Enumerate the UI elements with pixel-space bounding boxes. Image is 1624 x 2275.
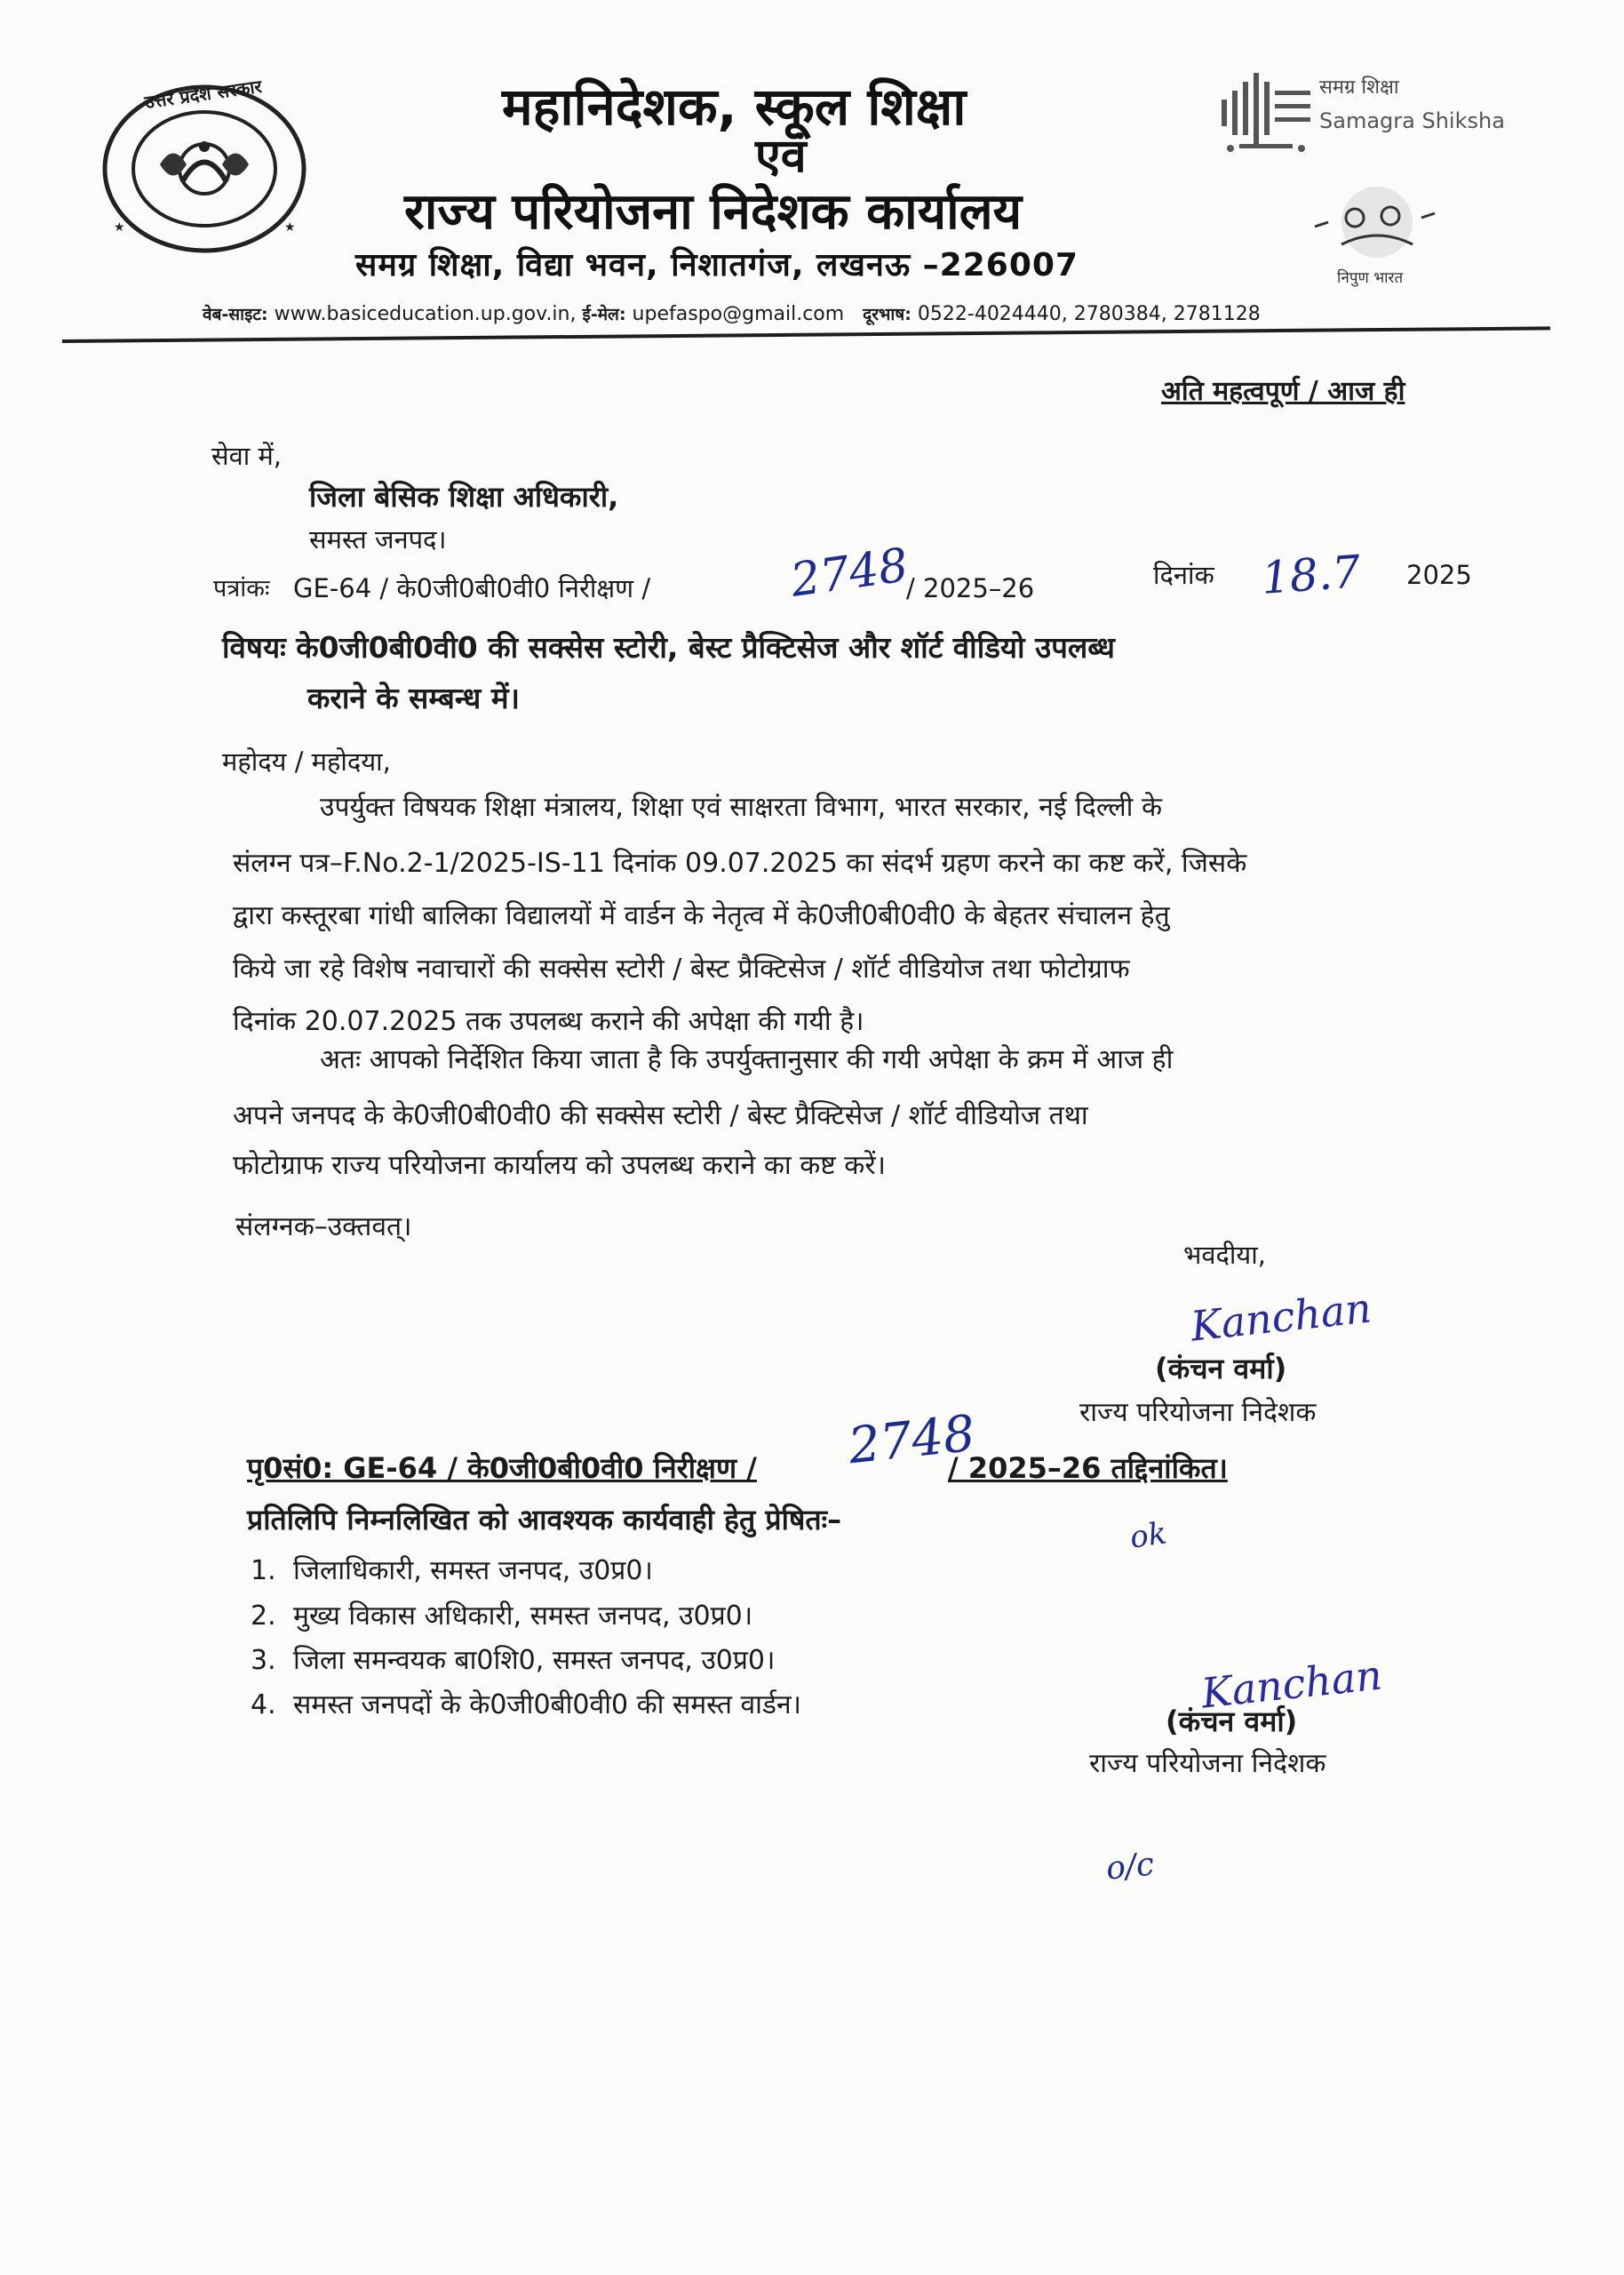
salutation: महोदय / महोदया, bbox=[222, 746, 391, 777]
date-year: 2025 bbox=[1406, 560, 1472, 590]
signatory-designation: राज्य परियोजना निदेशक bbox=[1079, 1397, 1317, 1428]
website-link[interactable]: www.basiceducation.up.gov.in, bbox=[274, 303, 577, 325]
body-line: अतः आपको निर्देशित किया जाता है कि उपर्युक्तानुसार की गयी अपेक्षा के क्रम में आज ही bbox=[320, 1044, 1174, 1075]
list-item: 4. समस्त जनपदों के के0जी0बी0वी0 की समस्त वार्डन। bbox=[251, 1689, 801, 1720]
body-line: अपने जनपद के के0जी0बी0वी0 की सक्सेस स्टोरी / बेस्ट प्रैक्टिसेज / शॉर्ट वीडियोज तथा bbox=[233, 1100, 1088, 1131]
email-label: ई-मेल: bbox=[582, 305, 626, 324]
subject-line2: कराने के सम्बन्ध में। bbox=[307, 681, 521, 715]
phone-label: दूरभाष: bbox=[863, 305, 912, 324]
header-divider bbox=[62, 326, 1550, 343]
copy-ref-left: पृ0सं0: GE-64 / के0जी0बी0वी0 निरीक्षण / bbox=[247, 1451, 757, 1485]
body-line: किये जा रहे विशेष नवाचारों की सक्सेस स्टोरी / बेस्ट प्रैक्टिसेज / शॉर्ट वीडियोज तथा फोटोग्राफ bbox=[233, 954, 1130, 985]
copy-ref-number-handwritten: 2748 bbox=[845, 1404, 978, 1476]
nipun-bharat-logo bbox=[1306, 182, 1444, 271]
svg-text:★: ★ bbox=[114, 220, 125, 235]
enclosure-note: संलग्नक–उक्तवत्। bbox=[235, 1211, 412, 1242]
emblem-text: उत्तर प्रदेश सरकार bbox=[143, 75, 263, 114]
priority-note: अति महत्वपूर्ण / आज ही bbox=[1161, 376, 1405, 407]
ref-prefix: GE-64 / के0जी0बी0वी0 निरीक्षण / bbox=[293, 573, 651, 603]
contact-line bbox=[203, 302, 1261, 325]
list-item: 1. जिलाधिकारी, समस्त जनपद, उ0प्र0। bbox=[251, 1555, 653, 1586]
up-government-emblem bbox=[98, 80, 311, 258]
addressee-line1: जिला बेसिक शिक्षा अधिकारी, bbox=[309, 480, 619, 514]
body-line: द्वारा कस्तूरबा गांधी बालिका विद्यालयों में वार्डन के नेतृत्व में के0जी0बी0वी0 के बेहतर संचालन हेतु bbox=[233, 900, 1170, 931]
ref-number-handwritten: 2748 bbox=[787, 539, 912, 608]
copy-ref-right: / 2025–26 तद्दिनांकित। bbox=[947, 1451, 1228, 1485]
closing: भवदीया, bbox=[1183, 1240, 1266, 1270]
list-item: 2. मुख्य विकास अधिकारी, समस्त जनपद, उ0प्र0। bbox=[251, 1600, 753, 1632]
signatory-name: (कंचन वर्मा) bbox=[1155, 1352, 1287, 1385]
phone-numbers: 0522-4024440, 2780384, 2781128 bbox=[917, 303, 1261, 325]
email-link[interactable]: upefaspo@gmail.com bbox=[632, 303, 845, 325]
samagra-shiksha-logo bbox=[1213, 64, 1319, 162]
date-handwritten: 18.7 bbox=[1260, 546, 1363, 604]
body-line: उपर्युक्त विषयक शिक्षा मंत्रालय, शिक्षा एवं साक्षरता विभाग, भारत सरकार, नई दिल्ली के bbox=[320, 792, 1163, 823]
header-title-line3: राज्य परियोजना निदेशक कार्यालय bbox=[404, 183, 1023, 241]
body-line: दिनांक 20.07.2025 तक उपलब्ध कराने की अपेक्षा की गयी है। bbox=[233, 1006, 864, 1037]
subject-line1: विषयः के0जी0बी0वी0 की सक्सेस स्टोरी, बेस्ट प्रैक्टिसेज और शॉर्ट वीडियो उपलब्ध bbox=[222, 630, 1115, 665]
addressee-intro: सेवा में, bbox=[211, 441, 283, 471]
header-title-line1: महानिदेशक, स्कूल शिक्षा bbox=[502, 76, 967, 137]
list-item: 3. जिला समन्वयक बा0शि0, समस्त जनपद, उ0प्र0। bbox=[251, 1645, 776, 1676]
date-label: दिनांक bbox=[1153, 560, 1214, 590]
header-title-line2: एवं bbox=[755, 130, 807, 183]
signature: Kanchan bbox=[1188, 1283, 1374, 1351]
signatory-designation-copy: राज्य परियोजना निदेशक bbox=[1089, 1748, 1326, 1779]
copy-ref-line bbox=[247, 1449, 1228, 1487]
ok-mark: ok bbox=[1127, 1515, 1169, 1556]
body-line: संलग्न पत्र–F.No.2-1/2025-IS-11 दिनांक 09.07.2025 का संदर्भ ग्रहण करने का कष्ट करें, जिसके bbox=[233, 848, 1247, 879]
addressee-line2: समस्त जनपद। bbox=[309, 524, 447, 555]
samagra-shiksha-english: Samagra Shiksha bbox=[1319, 108, 1505, 133]
copy-heading: प्रतिलिपि निम्नलिखित को आवश्यक कार्यवाही हेतु प्रेषितः– bbox=[247, 1503, 842, 1537]
nipun-bharat-text: निपुण भारत bbox=[1337, 269, 1404, 287]
signatory-name-copy: (कंचन वर्मा) bbox=[1166, 1704, 1298, 1738]
oc-mark: o/c bbox=[1104, 1846, 1156, 1888]
ref-label: पत्रांकः bbox=[213, 575, 270, 603]
ref-suffix: / 2025–26 bbox=[906, 573, 1035, 603]
svg-text:★: ★ bbox=[284, 220, 296, 235]
website-label: वेब-साइट: bbox=[203, 305, 268, 324]
header-address: समग्र शिक्षा, विद्या भवन, निशातगंज, लखनऊ –226007 bbox=[355, 247, 1079, 283]
samagra-shiksha-hindi: समग्र शिक्षा bbox=[1319, 76, 1399, 99]
signature-copy: Kanchan bbox=[1198, 1650, 1385, 1718]
body-line: फोटोग्राफ राज्य परियोजना कार्यालय को उपलब्ध कराने का कष्ट करें। bbox=[233, 1150, 886, 1181]
